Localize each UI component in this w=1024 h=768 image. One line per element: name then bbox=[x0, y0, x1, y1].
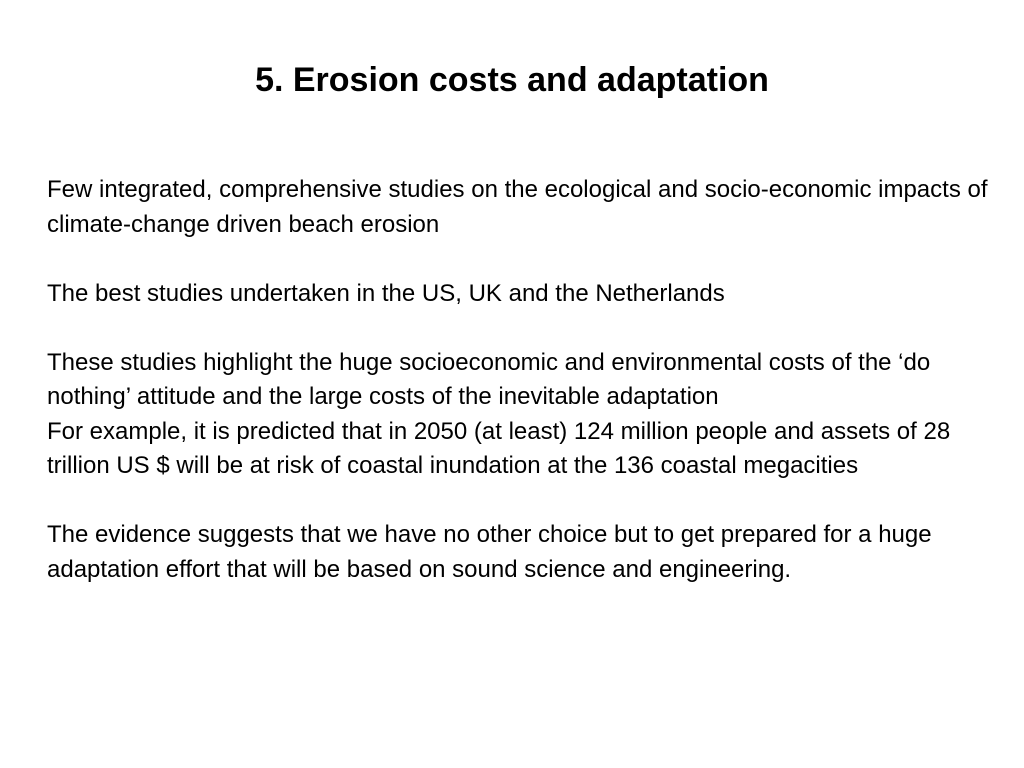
paragraph-best-studies: The best studies undertaken in the US, UK and the Netherlands bbox=[47, 279, 725, 307]
slide-title: 5. Erosion costs and adaptation bbox=[255, 61, 769, 99]
paragraph-spacer bbox=[47, 242, 997, 277]
slide-body bbox=[47, 173, 997, 587]
paragraph-costs-highlight: These studies highlight the huge socioeconomic and environmental costs of the ‘do nothing’ attitude and the large costs of the inevitable adaptation bbox=[47, 348, 931, 410]
paragraph-spacer bbox=[47, 484, 997, 519]
paragraph-evidence: The evidence suggests that we have no other choice but to get prepared for a huge adaptation effort that will be based on sound science and engineering. bbox=[47, 521, 932, 583]
paragraph-few-studies: Few integrated, comprehensive studies on the ecological and socio-economic impacts of climate-change driven beach erosion bbox=[47, 176, 988, 238]
paragraph-example-prediction: For example, it is predicted that in 2050 (at least) 124 million people and assets of 28 trillion US $ will be at risk of coastal inundation at the 136 coastal megacities bbox=[47, 417, 951, 479]
paragraph-spacer bbox=[47, 311, 997, 346]
